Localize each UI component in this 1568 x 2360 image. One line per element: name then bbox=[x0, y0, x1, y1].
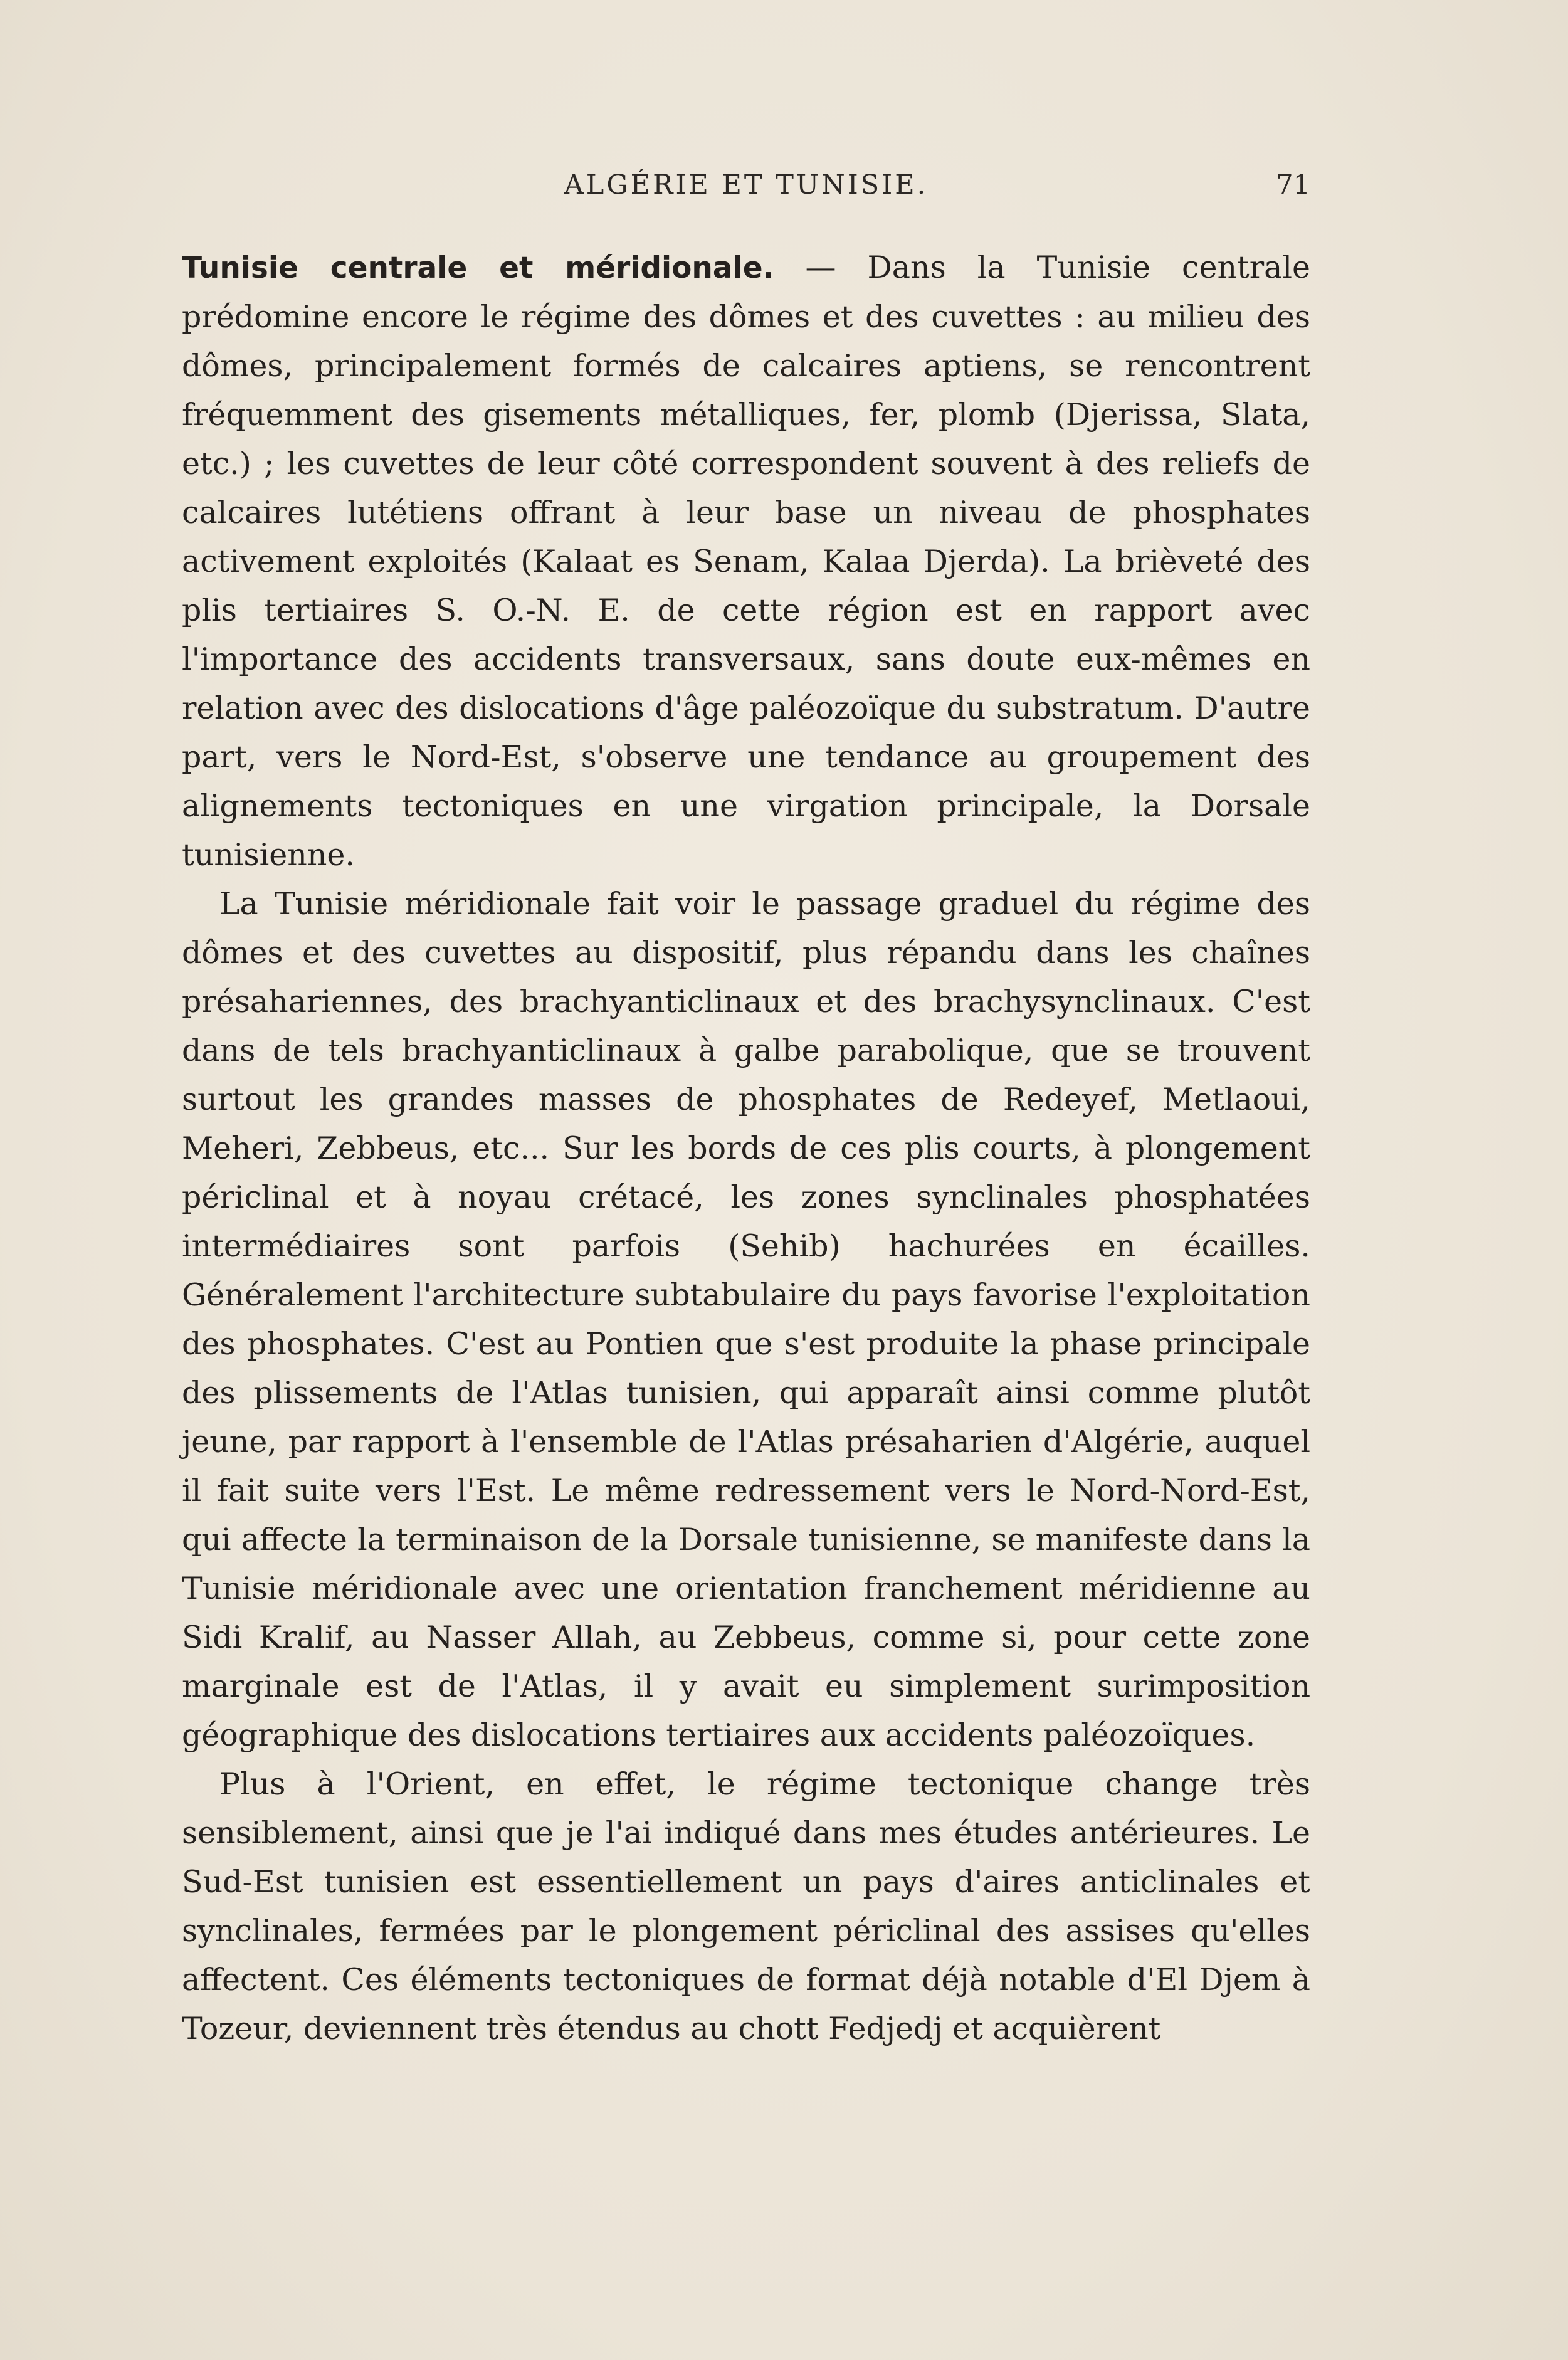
paragraph-3: Plus à l'Orient, en effet, le régime tectonique change très sensiblement, ainsi que je l'ai indiqué dans mes études antérieures. Le Sud-Est tunisien est essentiellement un pays d'aires anticlinales et synclinales, fermées par le plongement périclinal des assises qu'elles affectent. Ces éléments tectoniques de format déjà notable d'El Djem à Tozeur, deviennent très étendus au chott Fedjedj et acquièrent bbox=[182, 1766, 1310, 2047]
page-number: 71 bbox=[1276, 169, 1310, 201]
paragraph-1-text: — Dans la Tunisie centrale prédomine encore le régime des dômes et des cuvettes : au milieu des dômes, principalement formés de calcaires aptiens, se rencontrent fréquemment des gisements métalliques, fer, plomb (Djerissa, Slata, etc.) ; les cuvettes de leur côté correspondent souvent à des reliefs de calcaires lutétiens offrant à leur base un niveau de phosphates activement exploités (Kalaat es Senam, Kalaa Djerda). La brièveté des plis tertiaires S. O.-N. E. de cette région est en rapport avec l'importance des accidents transversaux, sans doute eux-mêmes en relation avec des dislocations d'âge paléozoïque du substratum. D'autre part, vers le Nord-Est, s'observe une tendance au groupement des alignements tectoniques en une virgation principale, la Dorsale tunisienne. bbox=[182, 250, 1310, 873]
page-header bbox=[182, 169, 1310, 219]
paragraph-1 bbox=[182, 243, 1310, 880]
section-title: Tunisie centrale et méridionale. bbox=[182, 251, 774, 285]
body-text bbox=[182, 243, 1310, 2053]
paragraph-2: La Tunisie méridionale fait voir le passage graduel du régime des dômes et des cuvettes au dispositif, plus répandu dans les chaînes présahariennes, des brachyanticlinaux et des brachysynclinaux. C'est dans de tels brachyanticlinaux à galbe parabolique, que se trouvent surtout les grandes masses de phosphates de Redeyef, Metlaoui, Meheri, Zebbeus, etc... Sur les bords de ces plis courts, à plongement périclinal et à noyau crétacé, les zones synclinales phosphatées intermédiaires sont parfois (Sehib) hachurées en écailles. Généralement l'architecture subtabulaire du pays favorise l'exploitation des phosphates. C'est au Pontien que s'est produite la phase principale des plissements de l'Atlas tunisien, qui apparaît ainsi comme plutôt jeune, par rapport à l'ensemble de l'Atlas présaharien d'Algérie, auquel il fait suite vers l'Est. Le même redressement vers le Nord-Nord-Est, qui affecte la terminaison de la Dorsale tunisienne, se manifeste dans la Tunisie méridionale avec une orientation franchement méridienne au Sidi Kralif, au Nasser Allah, au Zebbeus, comme si, pour cette zone marginale est de l'Atlas, il y avait eu simplement surimposition géographique des dislocations tertiaires aux accidents paléozoïques. bbox=[182, 886, 1310, 1753]
running-head: ALGÉRIE ET TUNISIE. bbox=[564, 169, 929, 201]
